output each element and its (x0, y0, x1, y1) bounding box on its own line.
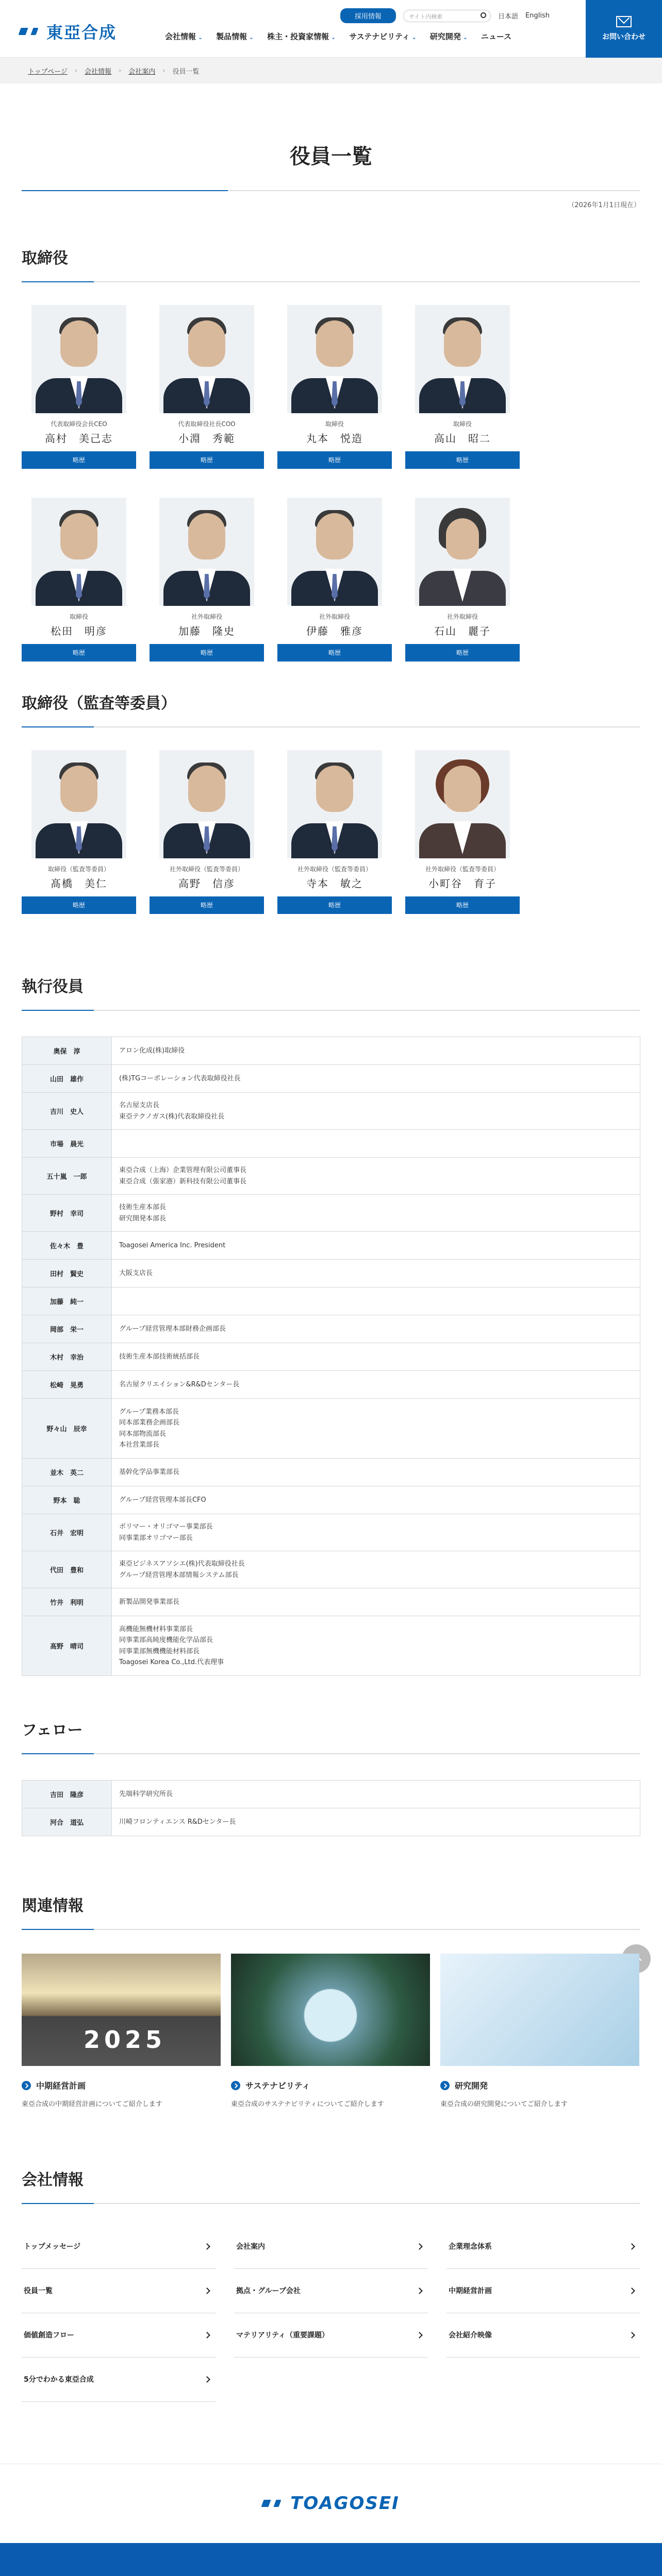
officer-post: 名古屋支店長 (119, 1101, 160, 1110)
executives-table (22, 1037, 640, 1676)
related-card[interactable] (231, 1954, 430, 2110)
member-photo (31, 305, 126, 413)
member-role: 取締役 (325, 420, 344, 428)
member-photo (31, 750, 126, 858)
officer-post: 同事業部オリゴマー部長 (119, 1534, 193, 1542)
company-link[interactable] (446, 2313, 640, 2358)
member-photo (159, 305, 254, 413)
officer-name: 並木 英二 (22, 1459, 112, 1486)
officer-name: 市場 晨光 (22, 1130, 112, 1158)
member-name: 寺本 敏之 (306, 877, 363, 890)
page-title: 役員一覧 (290, 145, 372, 168)
company-link[interactable] (22, 2225, 216, 2269)
breadcrumb-sep-icon: › (119, 66, 122, 75)
audit-grid (22, 727, 640, 943)
table-row (22, 1514, 640, 1551)
company-title: 会社情報 (22, 2167, 640, 2204)
officer-post: 先端科学研究所長 (119, 1790, 173, 1798)
member-photo (287, 305, 382, 413)
member-role: 社外取締役（監査等委員） (169, 866, 244, 873)
chevron-right-icon (416, 2287, 423, 2294)
related-card[interactable] (22, 1954, 221, 2110)
member-name: 松田 明彦 (51, 625, 107, 637)
company-link-label: トップメッセージ (24, 2243, 81, 2251)
member-photo (415, 305, 510, 413)
member-name: 高野 信彦 (178, 877, 235, 890)
table-row (22, 1343, 640, 1371)
nav-products[interactable]: 製品情報 ⌄ (216, 31, 254, 42)
officer-post: 東亞テクノガス(株)代表取締役社長 (119, 1112, 225, 1121)
related-section (22, 1893, 640, 2110)
member-name: 髙橋 美仁 (51, 877, 107, 890)
officer-post: 基幹化学品事業部長 (119, 1468, 180, 1476)
site-logo[interactable] (20, 20, 117, 43)
chevron-right-icon (628, 2287, 635, 2294)
officer-posts (112, 1287, 640, 1315)
arrow-right-icon (22, 2081, 31, 2090)
related-card-desc: 東亞合成の中期経営計画についてご紹介します (22, 2100, 162, 2108)
member-name: 小淵 秀範 (178, 432, 235, 445)
table-row (22, 1158, 640, 1195)
officer-posts (112, 1260, 640, 1287)
related-card-desc: 東亞合成のサステナビリティについてご紹介します (231, 2100, 384, 2108)
company-link-label: 役員一覧 (24, 2287, 53, 2296)
member-photo (159, 750, 254, 858)
fellows-table (22, 1780, 640, 1836)
member-role: 代表取締役社長COO (178, 420, 236, 428)
table-row (22, 1130, 640, 1158)
table-row (22, 1371, 640, 1399)
officer-posts (112, 1808, 640, 1836)
career-button[interactable]: 略歴 (150, 644, 264, 662)
title-divider (22, 190, 640, 191)
member-card (277, 305, 392, 469)
officer-post: 東亞合成（上海）企業管理有限公司董事長 (119, 1166, 247, 1175)
table-row (22, 1781, 640, 1808)
breadcrumb-current: 役員一覧 (172, 67, 200, 76)
officer-name: 五十嵐 一郎 (22, 1158, 112, 1195)
officer-post: 東亞合成（張家港）新科技有限公司董事長 (119, 1177, 247, 1185)
company-link-label: 会社紹介映像 (449, 2331, 492, 2340)
member-photo (287, 750, 382, 858)
officer-name: 田村 賢史 (22, 1260, 112, 1287)
officer-post: 大阪支店長 (119, 1269, 153, 1277)
career-button[interactable]: 略歴 (22, 896, 136, 914)
breadcrumb-sep-icon: › (162, 66, 166, 75)
company-link[interactable] (446, 2269, 640, 2313)
chevron-right-icon (204, 2243, 210, 2250)
company-link-label: 中期経営計画 (449, 2287, 492, 2296)
chevron-right-icon (416, 2332, 423, 2338)
audit-title: 取締役（監査等委員） (22, 690, 640, 727)
career-button[interactable]: 略歴 (405, 896, 520, 914)
officer-name: 松崎 晃勇 (22, 1371, 112, 1399)
member-name: 石山 麗子 (434, 625, 491, 637)
officer-name: 野村 幸司 (22, 1195, 112, 1232)
career-button[interactable]: 略歴 (405, 451, 520, 469)
breadcrumb-company[interactable]: 会社情報 (85, 67, 112, 76)
officer-post: 東亞ビジネスアソシエ(株)代表取締役社長 (119, 1560, 245, 1568)
officer-post: 本社営業部長 (119, 1440, 160, 1449)
lang-en-link[interactable]: English (525, 12, 550, 20)
table-row (22, 1195, 640, 1232)
table-row (22, 1399, 640, 1459)
related-image-text: 2025 (84, 2026, 167, 2054)
officer-posts (112, 1232, 640, 1260)
related-image-sustainability (231, 1954, 430, 2066)
officer-post: グループ経営管理本部情報システム部長 (119, 1571, 239, 1579)
company-link[interactable] (446, 2225, 640, 2269)
officer-posts (112, 1616, 640, 1676)
officer-post: Toagosei America Inc. President (119, 1241, 226, 1249)
officer-post: 研究開発本部長 (119, 1214, 167, 1223)
related-card-title: 研究開発 (455, 2081, 488, 2091)
chevron-right-icon (628, 2243, 635, 2250)
related-image-rd (440, 1954, 639, 2066)
officer-posts (112, 1371, 640, 1399)
table-row (22, 1459, 640, 1486)
search-placeholder: サイト内検索 (409, 13, 443, 20)
search-icon[interactable] (481, 12, 486, 18)
member-card (150, 750, 264, 914)
company-links (22, 2204, 640, 2402)
footer-logo[interactable] (0, 2464, 662, 2543)
officer-post: 技術生産本部長 (119, 1204, 167, 1212)
officer-posts (112, 1459, 640, 1486)
officer-post: Toagosei Korea Co.,Ltd.代表理事 (119, 1658, 224, 1666)
officer-post: 同本部物流部長 (119, 1430, 167, 1438)
member-name: 丸本 悦造 (306, 432, 363, 445)
officer-post: 名古屋クリエイション&R&Dセンター長 (119, 1380, 240, 1388)
company-link-label: 5分でわかる東亞合成 (24, 2376, 94, 2384)
officer-name: 山田 雄作 (22, 1065, 112, 1093)
fellows-section (22, 1717, 640, 1754)
member-photo (415, 750, 510, 858)
member-card (22, 305, 136, 469)
company-link-label: 企業理念体系 (449, 2243, 492, 2251)
officer-posts (112, 1130, 640, 1158)
officer-name: 佐々木 豊 (22, 1232, 112, 1260)
company-link-label: 会社案内 (236, 2243, 265, 2251)
career-button[interactable]: 略歴 (405, 644, 520, 662)
contact-button[interactable] (586, 0, 662, 58)
officer-posts (112, 1065, 640, 1093)
member-photo (287, 498, 382, 606)
nav-news[interactable]: ニュース (481, 32, 512, 41)
career-button[interactable]: 略歴 (22, 451, 136, 469)
company-link[interactable] (22, 2313, 216, 2358)
nav-rd[interactable]: 研究開発 ⌄ (430, 31, 468, 42)
member-role: 取締役（監査等委員） (47, 866, 110, 873)
table-row (22, 1486, 640, 1514)
member-photo (159, 498, 254, 606)
officer-posts (112, 1514, 640, 1551)
member-card (150, 305, 264, 469)
officer-name: 吉田 隆彦 (22, 1781, 112, 1808)
career-button[interactable]: 略歴 (277, 896, 392, 914)
company-link[interactable] (234, 2269, 428, 2313)
officer-post: 同事業部無機機能材料部長 (119, 1647, 200, 1655)
member-photo (415, 498, 510, 606)
career-button[interactable]: 略歴 (22, 644, 136, 662)
career-button[interactable]: 略歴 (277, 451, 392, 469)
officer-posts (112, 1315, 640, 1343)
member-name: 小町谷 育子 (428, 877, 496, 890)
member-card (405, 305, 520, 469)
officer-posts (112, 1781, 640, 1808)
footer-nav (0, 2543, 662, 2576)
member-role: 社外取締役 (319, 613, 350, 620)
table-row (22, 1588, 640, 1616)
related-card-title: サステナビリティ (245, 2081, 310, 2091)
officer-posts (112, 1399, 640, 1459)
company-link[interactable] (234, 2225, 428, 2269)
member-role: 取締役 (69, 613, 88, 620)
mail-icon (616, 16, 632, 27)
member-name: 伊藤 雅彦 (306, 625, 363, 637)
member-role: 代表取締役会長CEO (51, 420, 107, 428)
table-row (22, 1551, 640, 1588)
officer-post: アロン化成(株)取締役 (119, 1046, 185, 1055)
logo-text: 東亞合成 (46, 23, 117, 42)
officer-post: 新製品開発事業部長 (119, 1598, 180, 1606)
table-row (22, 1065, 640, 1093)
member-card (150, 498, 264, 662)
search-input[interactable] (403, 10, 491, 22)
company-link[interactable] (22, 2358, 216, 2402)
officer-posts (112, 1093, 640, 1130)
lang-ja-link[interactable]: 日本語 (498, 13, 519, 21)
officer-posts (112, 1158, 640, 1195)
officer-name: 木村 幸治 (22, 1343, 112, 1371)
executives-section (22, 974, 640, 1011)
officer-name: 岡部 栄一 (22, 1315, 112, 1343)
officer-post: 川崎フロンティエンス R&Dセンター長 (119, 1818, 236, 1826)
breadcrumb-sep-icon: › (74, 66, 78, 75)
career-button[interactable]: 略歴 (277, 644, 392, 662)
member-photo (31, 498, 126, 606)
officer-name: 野々山 辰幸 (22, 1399, 112, 1459)
audit-section (22, 690, 640, 943)
chevron-right-icon (204, 2332, 210, 2338)
officer-post: グループ業務本部長 (119, 1408, 179, 1416)
chevron-right-icon (204, 2287, 210, 2294)
logo-mark-icon (262, 2496, 284, 2511)
nav-sustainability[interactable]: サステナビリティ ⌄ (349, 31, 417, 42)
career-button[interactable]: 略歴 (150, 896, 264, 914)
officer-name: 竹井 利明 (22, 1588, 112, 1616)
related-cards (22, 1930, 640, 2110)
officer-posts (112, 1588, 640, 1616)
officer-name: 髙野 晴司 (22, 1616, 112, 1676)
member-name: 高山 昭二 (434, 432, 491, 445)
member-role: 取締役 (453, 420, 472, 428)
table-row (22, 1232, 640, 1260)
officer-posts (112, 1486, 640, 1514)
arrow-right-icon (440, 2081, 450, 2090)
officer-post: 技術生産本部技術統括部長 (119, 1352, 200, 1361)
company-link[interactable] (22, 2269, 216, 2313)
chevron-right-icon (204, 2376, 210, 2383)
table-row (22, 1037, 640, 1065)
related-title: 関連情報 (22, 1893, 640, 1930)
directors-section (22, 245, 640, 690)
officer-name: 加藤 純一 (22, 1287, 112, 1315)
member-role: 社外取締役（監査等委員） (297, 866, 372, 873)
global-nav (165, 31, 511, 42)
officer-name: 奥保 淳 (22, 1037, 112, 1065)
member-card (277, 498, 392, 662)
officer-post: ポリマー・オリゴマー事業部長 (119, 1523, 213, 1531)
breadcrumb (0, 58, 662, 83)
officer-post: 高機能無機材料事業部長 (119, 1625, 193, 1633)
officer-post: グループ経営管理本部財務企画部長 (119, 1325, 226, 1333)
table-row (22, 1315, 640, 1343)
member-card (277, 750, 392, 914)
table-row (22, 1287, 640, 1315)
officer-posts (112, 1343, 640, 1371)
chevron-right-icon (628, 2332, 635, 2338)
company-section (22, 2167, 640, 2402)
breadcrumb-about[interactable]: 会社案内 (128, 67, 156, 76)
member-name: 加藤 隆史 (178, 625, 235, 637)
career-button[interactable]: 略歴 (150, 451, 264, 469)
company-link[interactable] (234, 2313, 428, 2358)
as-of-date: （2026年1月1日現在） (568, 201, 640, 209)
related-card-title: 中期経営計画 (36, 2081, 86, 2091)
officer-posts (112, 1037, 640, 1065)
directors-grid (22, 282, 640, 690)
related-card-desc: 東亞合成の研究開発についてご紹介します (440, 2100, 568, 2108)
officer-post: 同本部業務企画部長 (119, 1419, 180, 1427)
logo-mark-icon (20, 24, 41, 39)
company-link-label: マテリアリティ（重要課題） (236, 2331, 329, 2340)
officer-post: (株)TGコーポレーション代表取締役社長 (119, 1074, 241, 1082)
officer-posts (112, 1551, 640, 1588)
member-card (22, 498, 136, 662)
member-name: 高村 美己志 (45, 432, 113, 445)
member-role: 社外取締役 (191, 613, 222, 620)
table-row (22, 1093, 640, 1130)
recruit-button[interactable]: 採用情報 (340, 8, 396, 23)
member-role: 社外取締役 (446, 613, 478, 620)
breadcrumb-top[interactable]: トップページ (28, 67, 68, 76)
footer-logo-text: TOAGOSEI (290, 2493, 400, 2514)
company-link-label: 拠点・グループ会社 (236, 2287, 301, 2296)
directors-title: 取締役 (22, 245, 640, 282)
officer-name: 石井 宏明 (22, 1514, 112, 1551)
site-header (0, 0, 662, 58)
officer-post: グループ経営管理本部長CFO (119, 1496, 206, 1504)
officer-name: 吉川 史人 (22, 1093, 112, 1130)
chevron-right-icon (416, 2243, 423, 2250)
member-card (405, 498, 520, 662)
member-card (405, 750, 520, 914)
arrow-right-icon (231, 2081, 240, 2090)
officer-name: 野本 聡 (22, 1486, 112, 1514)
contact-label: お問い合わせ (602, 33, 646, 41)
table-row (22, 1808, 640, 1836)
header-utility (340, 8, 550, 23)
company-link-label: 価値創造フロー (24, 2331, 74, 2340)
officer-name: 河合 道弘 (22, 1808, 112, 1836)
related-card[interactable] (440, 1954, 639, 2110)
table-row (22, 1260, 640, 1287)
nav-ir[interactable]: 株主・投資家情報 ⌄ (267, 31, 336, 42)
table-row (22, 1616, 640, 1676)
nav-company[interactable]: 会社情報 ⌄ (165, 31, 203, 42)
fellows-title: フェロー (22, 1717, 640, 1754)
related-image-plan (22, 1954, 221, 2066)
officer-name: 代田 豊和 (22, 1551, 112, 1588)
member-role: 社外取締役（監査等委員） (425, 866, 500, 873)
executives-title: 執行役員 (22, 974, 640, 1011)
officer-post: 同事業部高純度機能化学品部長 (119, 1636, 213, 1645)
officer-posts (112, 1195, 640, 1232)
member-card (22, 750, 136, 914)
